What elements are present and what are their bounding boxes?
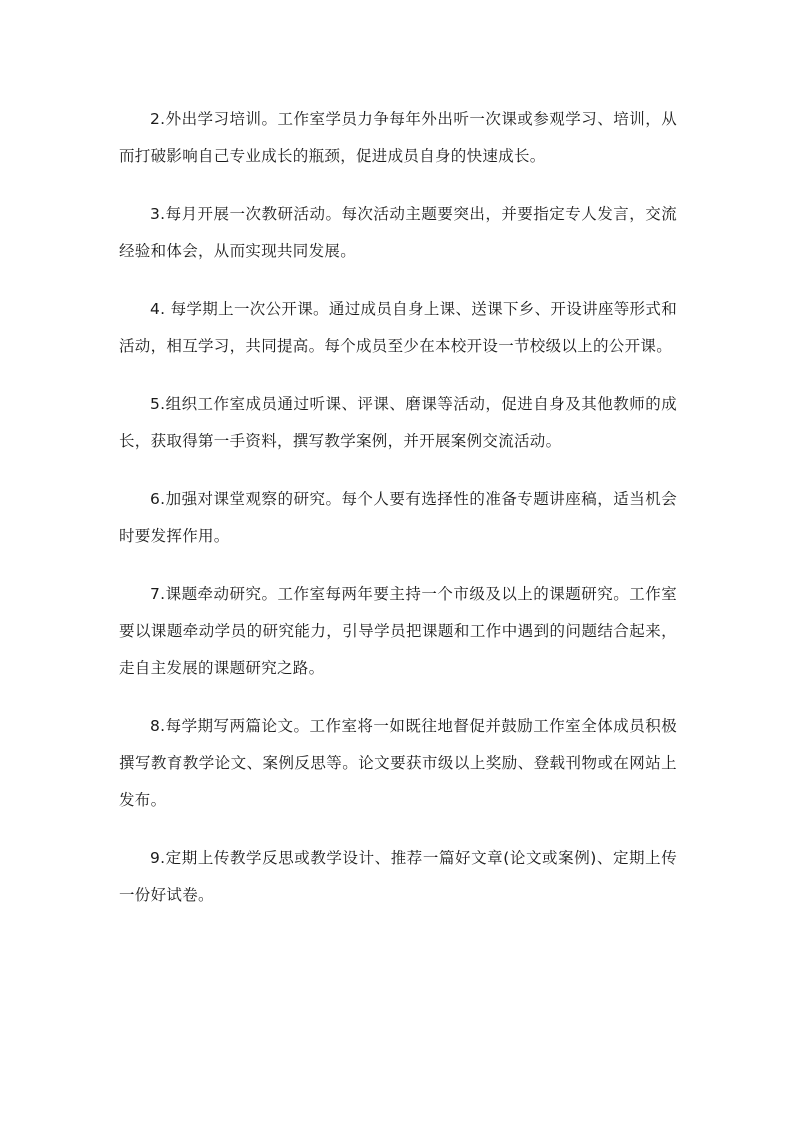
paragraph-item-6: 6.加强对课堂观察的研究。每个人要有选择性的准备专题讲座稿，适当机会时要发挥作用。 [119,490,677,545]
paragraph-item-3: 3.每月开展一次教研活动。每次活动主题要突出，并要指定专人发言，交流经验和体会，从而实现共同发展。 [119,205,677,260]
paragraph-item-2: 2.外出学习培训。工作室学员力争每年外出听一次课或参观学习、培训，从而打破影响自己专业成长的瓶颈，促进成员自身的快速成长。 [119,110,677,165]
document-body [119,101,677,935]
paragraph-item-7: 7.课题牵动研究。工作室每两年要主持一个市级及以上的课题研究。工作室要以课题牵动学员的研究能力，引导学员把课题和工作中遇到的问题结合起来，走自主发展的课题研究之路。 [119,585,677,677]
paragraph-item-8: 8.每学期写两篇论文。工作室将一如既往地督促并鼓励工作室全体成员积极撰写教育教学论文、案例反思等。论文要获市级以上奖励、登载刊物或在网站上发布。 [119,717,677,809]
paragraph-item-9: 9.定期上传教学反思或教学设计、推荐一篇好文章(论文或案例)、定期上传一份好试卷。 [119,849,677,904]
paragraph-item-4: 4. 每学期上一次公开课。通过成员自身上课、送课下乡、开设讲座等形式和活动，相互学习，共同提高。每个成员至少在本校开设一节校级以上的公开课。 [119,300,677,355]
paragraph-item-5: 5.组织工作室成员通过听课、评课、磨课等活动，促进自身及其他教师的成长，获取得第一手资料，撰写教学案例，并开展案例交流活动。 [119,395,677,450]
